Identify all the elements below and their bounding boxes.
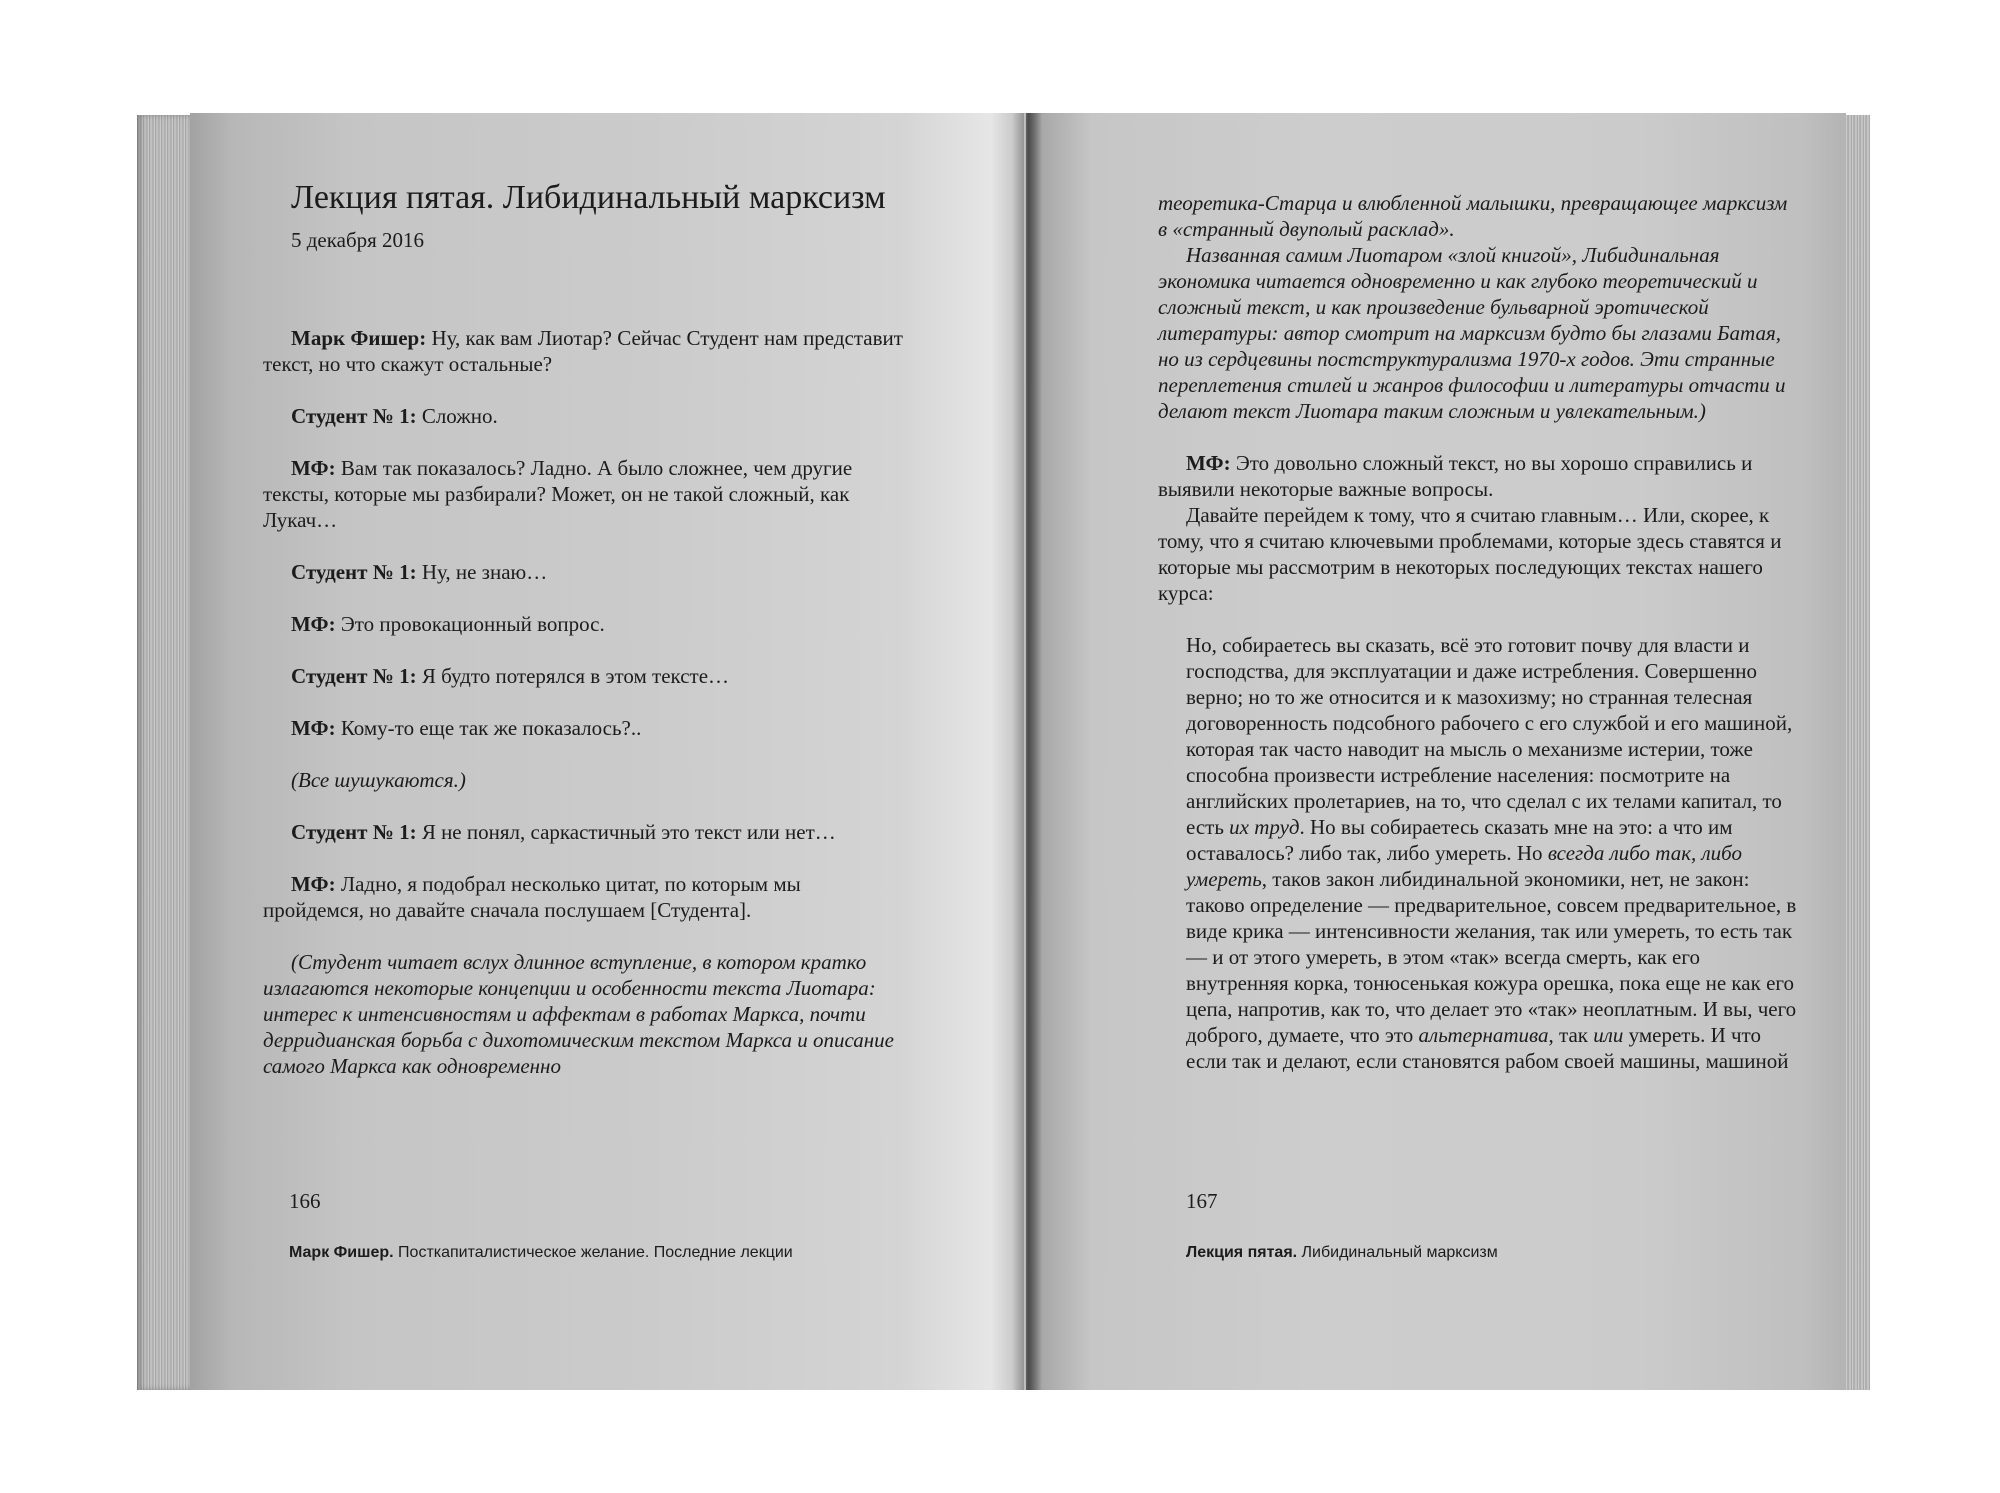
right-page-content xyxy=(1158,190,1798,1074)
right-page xyxy=(1026,113,1846,1390)
quote-text: Но, собираетесь вы сказать, всё это готовит почву для власти и господства, для эксплуатации и даже истребления. Совершенно верно; но то же относится и к мазохизму; но странная телесная договоренность подсобного рабочего с его службой и его машиной, которая так часто наводит на мысль о механизме истерии, тоже способна произвести истребление населения: посмотрите на английских пролетариев, на то, что сделал с их телами капитал, то есть xyxy=(1186,633,1793,839)
speech-text: Сложно. xyxy=(416,404,498,428)
summary-continuation: теоретика-Старца и влюбленной малышки, превращающее марксизм в «странный двуполый расклад». xyxy=(1158,191,1788,241)
speech-text: Я не понял, саркастичный это текст или нет… xyxy=(416,820,836,844)
speaker-label: МФ: xyxy=(291,872,336,896)
speaker-label: Марк Фишер: xyxy=(291,326,427,350)
spacer xyxy=(1158,606,1798,632)
summary-paragraph: Названная самим Лиотаром «злой книгой», Либидинальная экономика читается одновременно и как глубоко теоретический и сложный текст, и как произведение бульварной эротической литературы: автор смотрит на марксизм будто бы глазами Батая, но из сердцевины постструктурализма 1970-х годов. Эти странные переплетения стилей и жанров философии и литературы отчасти и делают текст Лиотара таким сложным и увлекательным.) xyxy=(1158,243,1786,423)
quote-emphasis: всегда либо так, либо умереть xyxy=(1186,841,1742,891)
spacer xyxy=(263,741,903,767)
spacer xyxy=(263,845,903,871)
speech-text: Кому-то еще так же показалось?.. xyxy=(335,716,642,740)
speech-text: Это довольно сложный текст, но вы хорошо справились и выявили некоторые важные вопросы. xyxy=(1158,451,1753,501)
speech-text: Ну, не знаю… xyxy=(416,560,548,584)
quote-text: . Но вы собираетесь сказать мне на это: а что им оставалось? либо так, либо умереть. Но xyxy=(1186,815,1733,865)
spacer xyxy=(263,585,903,611)
left-page-content xyxy=(263,113,903,1079)
speech-text: Это провокационный вопрос. xyxy=(335,612,605,636)
dialogue-line xyxy=(263,819,903,845)
speaker-label: Студент № 1: xyxy=(291,820,417,844)
spacer xyxy=(263,793,903,819)
speaker-label: Студент № 1: xyxy=(291,404,417,428)
quote-emphasis: их труд xyxy=(1229,815,1300,839)
left-page-edges xyxy=(137,115,197,1390)
speaker-label: Студент № 1: xyxy=(291,664,417,688)
spacer xyxy=(263,923,903,949)
running-footer xyxy=(1186,1243,1498,1263)
block-quote xyxy=(1186,632,1798,1074)
spacer xyxy=(1158,424,1798,450)
footer-title: Либидинальный марксизм xyxy=(1297,1244,1498,1261)
footer-chapter: Лекция пятая. xyxy=(1186,1244,1298,1261)
dialogue-line xyxy=(263,715,903,741)
quote-emphasis: альтернатива xyxy=(1418,1023,1549,1047)
dialogue-line xyxy=(263,403,903,429)
quote-text: умереть. И что если так и делают, если становятся рабом своей машины, машиной xyxy=(1186,1023,1789,1073)
quote-text: , так xyxy=(1548,1023,1594,1047)
spacer xyxy=(263,377,903,403)
stage-direction: (Студент читает вслух длинное вступление, в котором кратко излагаются некоторые концепции и особенности текста Лиотара: интерес к интенсивностям и аффектам в работах Маркса, почти дерридианская борьба с дихотомическим текстом Маркса и описание самого Маркса как одновременно xyxy=(263,950,895,1078)
speaker-label: МФ: xyxy=(291,716,336,740)
page-number: 166 xyxy=(289,1189,321,1213)
dialogue-line xyxy=(1158,450,1798,502)
speech-text: Ну, как вам Лиотар? Сейчас Студент нам представит текст, но что скажут остальные? xyxy=(263,326,903,376)
page-number: 167 xyxy=(1186,1189,1218,1213)
dialogue-line xyxy=(263,455,903,533)
spacer xyxy=(263,637,903,663)
quote-text: , таков закон либидинальной экономики, нет, не закон: таково определение — предварительное, совсем предварительное, в виде крика — интенсивности желания, так или умереть, то есть так — и от этого умереть, в этом «так» всегда смерть, как его внутренняя корка, тонюсенькая кожура орешка, пока еще не как его цепа, напротив, как то, что делает это «так» неоплатным. И вы, чего доброго, думаете, что это xyxy=(1186,867,1797,1047)
speaker-label: МФ: xyxy=(291,456,336,480)
book-gutter xyxy=(1012,113,1042,1390)
speech-text: Я будто потерялся в этом тексте… xyxy=(416,664,730,688)
running-footer xyxy=(289,1243,793,1263)
paragraph: Давайте перейдем к тому, что я считаю главным… Или, скорее, к тому, что я считаю ключевыми проблемами, которые здесь ставятся и которые мы рассмотрим в некоторых последующих текстах нашего курса: xyxy=(1158,503,1782,605)
lecture-date: 5 декабря 2016 xyxy=(291,228,425,252)
dialogue-line xyxy=(263,663,903,689)
speech-text: Ладно, я подобрал несколько цитат, по которым мы пройдемся, но давайте сначала послушаем [Студента]. xyxy=(263,872,801,922)
dialogue-line xyxy=(263,559,903,585)
footer-title: Посткапиталистическое желание. Последние лекции xyxy=(393,1244,793,1261)
spacer xyxy=(263,253,903,325)
footer-author: Марк Фишер. xyxy=(289,1244,394,1261)
quote-emphasis: или xyxy=(1593,1023,1624,1047)
speech-text: Вам так показалось? Ладно. А было сложнее, чем другие тексты, которые мы разбирали? Может, он не такой сложный, как Лукач… xyxy=(263,456,853,532)
speaker-label: МФ: xyxy=(1186,451,1231,475)
speaker-label: МФ: xyxy=(291,612,336,636)
spacer xyxy=(263,429,903,455)
left-page xyxy=(190,113,1024,1390)
spacer xyxy=(263,689,903,715)
dialogue-line xyxy=(263,871,903,923)
dialogue-line xyxy=(263,325,903,377)
speaker-label: Студент № 1: xyxy=(291,560,417,584)
dialogue-line xyxy=(263,611,903,637)
chapter-title: Лекция пятая. Либидинальный марксизм xyxy=(291,179,886,216)
spacer xyxy=(263,533,903,559)
stage-direction: (Все шушукаются.) xyxy=(291,768,466,792)
